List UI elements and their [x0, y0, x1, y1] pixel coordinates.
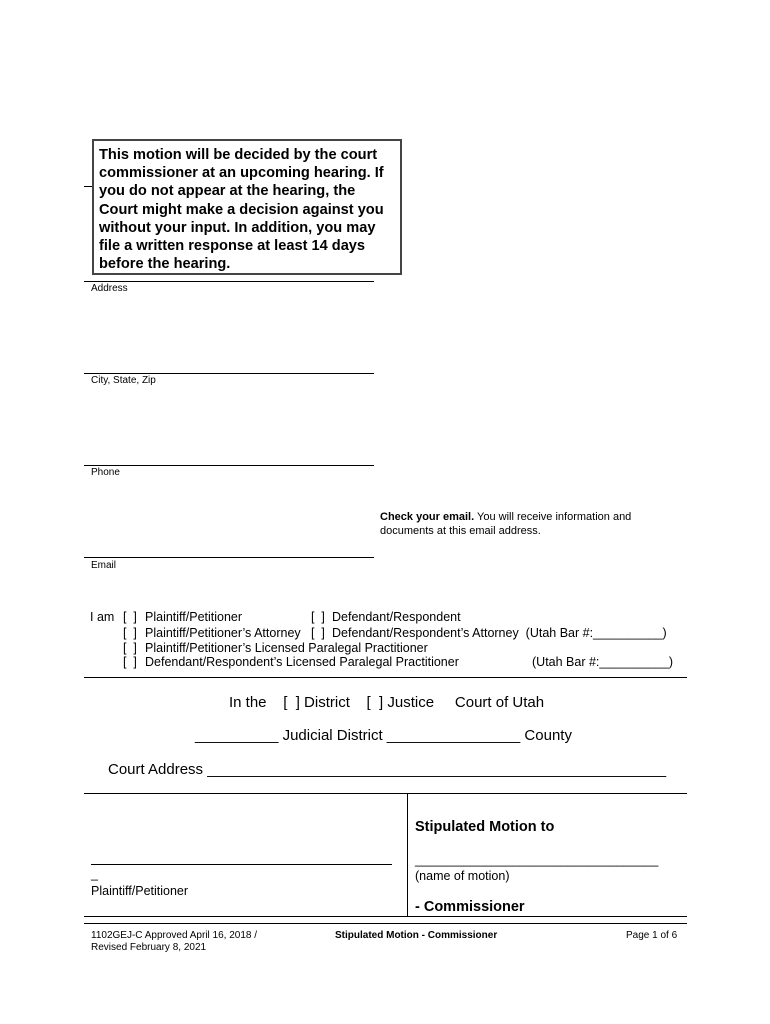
- motion-name-label: (name of motion): [415, 869, 510, 883]
- footer-revised: Revised February 8, 2021: [91, 942, 207, 953]
- email-note-text: You will receive information and documents at this email address.: [380, 511, 632, 537]
- section-divider: [84, 677, 687, 678]
- footer-title: Stipulated Motion - Commissioner: [335, 930, 498, 941]
- court-line: In the [ ] District [ ] Justice Court of Utah: [229, 694, 545, 711]
- phone-label: Phone: [91, 467, 120, 478]
- email-label: Email: [91, 560, 117, 571]
- hearing-notice-box: [92, 139, 402, 275]
- plaintiff-name-line[interactable]: [91, 864, 392, 865]
- caption-top-border: [84, 793, 687, 794]
- motion-title: Stipulated Motion to: [415, 819, 555, 835]
- checkbox-defendant[interactable]: [ ]: [311, 610, 325, 624]
- option-defendant-lpp: Defendant/Respondent’s Licensed Paralegal Practitioner: [145, 655, 459, 669]
- court-address-line: Court Address _______________________________________________________: [108, 761, 667, 778]
- option-plaintiff-lpp: Plaintiff/Petitioner’s Licensed Paralegal Practitioner: [145, 641, 428, 655]
- hearing-notice-text: This motion will be decided by the court commissioner at an upcoming hearing. If you do not appear at the hearing, the Court might make a decision against you without your input. In addition, you may file a written response at least 14 days before the hearing.: [99, 147, 384, 273]
- i-am-label: I am: [90, 610, 115, 624]
- address-line[interactable]: [84, 281, 374, 282]
- option-defendant: Defendant/Respondent: [332, 610, 461, 624]
- checkbox-plaintiff[interactable]: [ ]: [123, 610, 137, 624]
- commissioner-label: - Commissioner: [415, 899, 525, 915]
- option-defendant-attorney: Defendant/Respondent’s Attorney (Utah Bar #:__________): [332, 626, 667, 640]
- address-label: Address: [91, 283, 128, 294]
- checkbox-plaintiff-lpp[interactable]: [ ]: [123, 641, 137, 655]
- city-state-zip-label: City, State, Zip: [91, 375, 156, 386]
- checkbox-defendant-attorney[interactable]: [ ]: [311, 626, 325, 640]
- checkbox-defendant-lpp[interactable]: [ ]: [123, 655, 137, 669]
- plaintiff-label: Plaintiff/Petitioner: [91, 884, 189, 898]
- motion-name-blank[interactable]: ___________________________________: [415, 853, 659, 867]
- checkbox-plaintiff-attorney[interactable]: [ ]: [123, 626, 137, 640]
- name-line-fragment: [84, 186, 92, 187]
- footer-divider: [84, 923, 687, 924]
- footer-form-id-line1: 1102GEJ-C Approved April 16, 2018 /: [91, 930, 258, 941]
- email-note: [380, 510, 680, 538]
- judicial-district-line: __________ Judicial District ________________ County: [195, 727, 572, 744]
- email-note-bold: Check your email.: [380, 511, 475, 523]
- utah-bar-field[interactable]: (Utah Bar #:__________): [532, 655, 674, 669]
- option-plaintiff-attorney: Plaintiff/Petitioner’s Attorney: [145, 626, 301, 640]
- option-plaintiff: Plaintiff/Petitioner: [145, 610, 243, 624]
- caption-vertical-divider: [407, 793, 408, 916]
- caption-bottom-border: [84, 916, 687, 917]
- city-state-zip-line[interactable]: [84, 373, 374, 374]
- plaintiff-line-fragment: _: [91, 867, 98, 881]
- email-line[interactable]: [84, 557, 374, 558]
- footer-page-number: Page 1 of 6: [626, 930, 678, 941]
- phone-line[interactable]: [84, 465, 374, 466]
- footer-form-id: [91, 930, 257, 954]
